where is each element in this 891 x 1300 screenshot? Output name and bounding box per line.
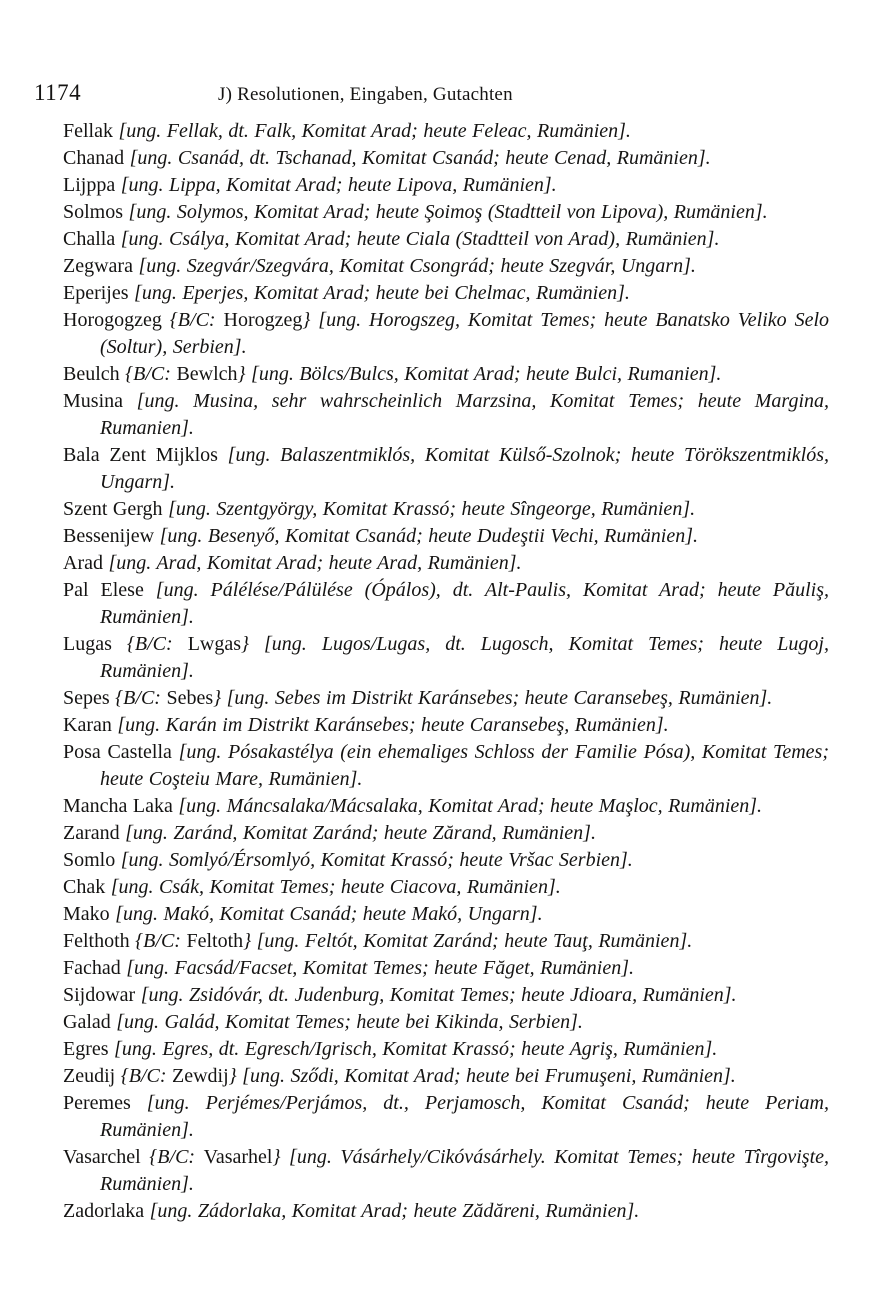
entry-headword: Zegwara — [63, 255, 139, 277]
entry-headword: Zadorlaka — [63, 1200, 150, 1222]
entry-detail: {B/C: — [120, 1065, 172, 1087]
entry-detail: {B/C: — [149, 1146, 204, 1168]
entry — [63, 307, 829, 361]
entry — [63, 442, 829, 496]
entry-detail: } [ung. Vásárhely/Cikóvásárhely. Komitat Temes; heute Tîrgovişte, Rumänien]. — [100, 1146, 829, 1195]
entry-detail: [ung. Zaránd, Komitat Zaránd; heute Zărand, Rumänien]. — [125, 822, 596, 844]
entry-detail: [ung. Balaszentmiklós, Komitat Külső-Szolnok; heute Törökszentmiklós, Ungarn]. — [100, 444, 829, 493]
entry-detail: [ung. Arad, Komitat Arad; heute Arad, Rumänien]. — [108, 552, 522, 574]
entry-headword: Peremes — [63, 1092, 147, 1114]
entry-detail: [ung. Eperjes, Komitat Arad; heute bei Chelmac, Rumänien]. — [134, 282, 630, 304]
entry-detail: [ung. Makó, Komitat Csanád; heute Makó, Ungarn]. — [115, 903, 543, 925]
entry-headword: Zarand — [63, 822, 126, 844]
entry — [63, 253, 829, 280]
bc-variant: Zewdij — [172, 1065, 229, 1087]
bc-variant: Vasarhel — [203, 1146, 273, 1168]
entry — [63, 361, 829, 388]
entry-detail: } [ung. Bölcs/Bulcs, Komitat Arad; heute Bulci, Rumanien]. — [237, 363, 722, 385]
entry-headword: Somlo — [63, 849, 121, 871]
entry-detail: [ung. Solymos, Komitat Arad; heute Şoimoş (Stadtteil von Lipova), Rumänien]. — [128, 201, 768, 223]
bc-variant: Lwgas — [187, 633, 242, 655]
entry — [63, 1036, 829, 1063]
entry-headword: Chak — [63, 876, 111, 898]
entry-detail: [ung. Csák, Komitat Temes; heute Ciacova, Rumänien]. — [110, 876, 561, 898]
entry-headword: Zeudij — [63, 1065, 121, 1087]
entry-headword: Chanad — [63, 147, 130, 169]
entry-detail: [ung. Fellak, dt. Falk, Komitat Arad; heute Feleac, Rumänien]. — [118, 120, 631, 142]
entry-headword: Solmos — [63, 201, 129, 223]
entry — [63, 685, 829, 712]
entry-detail: [ung. Zsidóvár, dt. Judenburg, Komitat Temes; heute Jdioara, Rumänien]. — [140, 984, 737, 1006]
entry-detail: [ung. Zádorlaka, Komitat Arad; heute Zădăreni, Rumänien]. — [149, 1200, 640, 1222]
entry-detail: [ung. Csanád, dt. Tschanad, Komitat Csanád; heute Cenad, Rumänien]. — [129, 147, 711, 169]
entry-headword: Pal Elese — [63, 579, 156, 601]
entry — [63, 874, 829, 901]
entry-detail: [ung. Csálya, Komitat Arad; heute Ciala (Stadtteil von Arad), Rumänien]. — [120, 228, 720, 250]
entry-headword: Szent Gergh — [63, 498, 169, 520]
entry-detail: [ung. Somlyó/Érsomlyó, Komitat Krassó; heute Vršac Serbien]. — [120, 849, 633, 871]
entry-headword: Challa — [63, 228, 121, 250]
entry — [63, 820, 829, 847]
entry-headword: Mancha Laka — [63, 795, 179, 817]
entry — [63, 577, 829, 631]
entry-headword: Fachad — [63, 957, 127, 979]
entry-headword: Fellak — [63, 120, 119, 142]
entry-detail: } [ung. Lugos/Lugas, dt. Lugosch, Komitat Temes; heute Lugoj, Rumänien]. — [100, 633, 829, 682]
entry-detail: [ung. Pálélése/Pálülése (Ópálos), dt. Alt-Paulis, Komitat Arad; heute Păuliş, Rumänien]. — [100, 579, 830, 628]
entry-detail: [ung. Musina, sehr wahrscheinlich Marzsina, Komitat Temes; heute Margina, Rumanien]. — [100, 390, 829, 439]
entry — [63, 496, 829, 523]
entry-headword: Sepes — [63, 687, 116, 709]
entry-headword: Lugas — [63, 633, 127, 655]
entry — [63, 793, 829, 820]
entry — [63, 631, 829, 685]
entry — [63, 1090, 829, 1144]
entry-headword: Sijdowar — [63, 984, 141, 1006]
entry-headword: Galad — [63, 1011, 117, 1033]
entry — [63, 388, 829, 442]
entry — [63, 1009, 829, 1036]
entry — [63, 550, 829, 577]
entry-detail: [ung. Besenyő, Komitat Csanád; heute Dudeştii Vechi, Rumänien]. — [159, 525, 699, 547]
entry — [63, 982, 829, 1009]
bc-variant: Feltoth — [186, 930, 244, 952]
entry — [63, 1144, 829, 1198]
entry-headword: Felthoth — [63, 930, 136, 952]
entry-list — [63, 118, 829, 1225]
entry-detail: } [ung. Feltót, Komitat Zaránd; heute Tauţ, Rumänien]. — [243, 930, 693, 952]
entry-detail: [ung. Máncsalaka/Mácsalaka, Komitat Arad; heute Maşloc, Rumänien]. — [178, 795, 763, 817]
entry-detail: [ung. Karán im Distrikt Karánsebes; heute Caransebeş, Rumänien]. — [117, 714, 669, 736]
entry-headword: Posa Castella — [63, 741, 179, 763]
entry — [63, 523, 829, 550]
running-title: J) Resolutionen, Eingaben, Gutachten — [218, 84, 513, 105]
page-number: 1174 — [34, 80, 82, 105]
entry-headword: Bessenijew — [63, 525, 160, 547]
entry-headword: Horogogzeg — [63, 309, 170, 331]
entry — [63, 1063, 829, 1090]
entry-detail: [ung. Perjémes/Perjámos, dt., Perjamosch, Komitat Csanád; heute Periam, Rumänien]. — [100, 1092, 829, 1141]
entry — [63, 847, 829, 874]
entry-detail: {B/C: — [115, 687, 167, 709]
entry-detail: [ung. Facsád/Facset, Komitat Temes; heute Făget, Rumänien]. — [126, 957, 635, 979]
entry-headword: Egres — [63, 1038, 115, 1060]
entry-headword: Bala Zent Mijklos — [63, 444, 228, 466]
entry-detail: [ung. Pósakastélya (ein ehemaliges Schloss der Familie Pósa), Komitat Temes; heute Coşteiu Mare, Rumänien]. — [100, 741, 829, 790]
entry-detail: } [ung. Sebes im Distrikt Karánsebes; heute Caransebeş, Rumänien]. — [213, 687, 773, 709]
entry — [63, 226, 829, 253]
entry-detail: {B/C: — [125, 363, 177, 385]
entry-detail: [ung. Lippa, Komitat Arad; heute Lipova, Rumänien]. — [120, 174, 557, 196]
entry-detail: [ung. Egres, dt. Egresch/Igrisch, Komitat Krassó; heute Agriş, Rumänien]. — [114, 1038, 718, 1060]
entry-headword: Musina — [63, 390, 137, 412]
entry-headword: Eperijes — [63, 282, 135, 304]
entry-headword: Arad — [63, 552, 109, 574]
entry — [63, 955, 829, 982]
entry — [63, 145, 829, 172]
entry — [63, 712, 829, 739]
entry-headword: Mako — [63, 903, 116, 925]
bc-variant: Sebes — [166, 687, 214, 709]
bc-variant: Horogzeg — [223, 309, 303, 331]
page-header — [0, 0, 891, 110]
entry-detail: {B/C: — [135, 930, 187, 952]
entry-detail: [ung. Szegvár/Szegvára, Komitat Csongrád; heute Szegvár, Ungarn]. — [138, 255, 696, 277]
entry-detail: } [ung. Horogszeg, Komitat Temes; heute Banatsko Veliko Selo (Soltur), Serbien]. — [100, 309, 829, 358]
entry — [63, 739, 829, 793]
entry-detail: {B/C: — [169, 309, 224, 331]
entry-detail: [ung. Szentgyörgy, Komitat Krassó; heute Sîngeorge, Rumänien]. — [168, 498, 696, 520]
entry-headword: Lijppa — [63, 174, 121, 196]
bc-variant: Bewlch — [176, 363, 238, 385]
entry-detail: } [ung. Sződi, Komitat Arad; heute bei Frumuşeni, Rumänien]. — [228, 1065, 736, 1087]
entry — [63, 928, 829, 955]
entry — [63, 199, 829, 226]
entry — [63, 172, 829, 199]
entry-headword: Karan — [63, 714, 118, 736]
entry-headword: Vasarchel — [63, 1146, 150, 1168]
entry — [63, 901, 829, 928]
entry — [63, 1198, 829, 1225]
entry — [63, 118, 829, 145]
entry-detail: {B/C: — [126, 633, 188, 655]
entry — [63, 280, 829, 307]
entry-detail: [ung. Galád, Komitat Temes; heute bei Kikinda, Serbien]. — [116, 1011, 583, 1033]
entry-headword: Beulch — [63, 363, 126, 385]
